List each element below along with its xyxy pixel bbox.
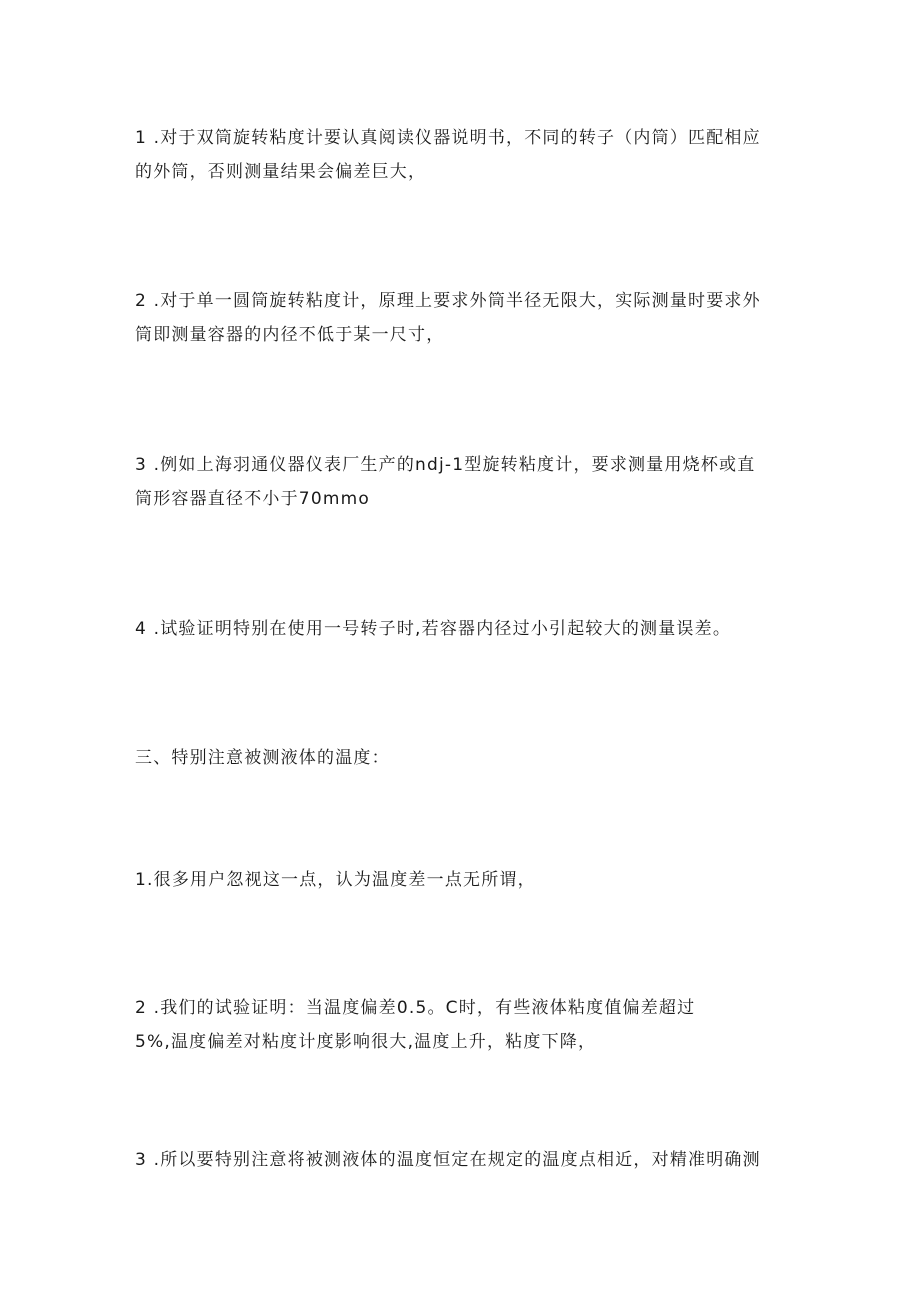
paragraph-7 [135, 1143, 795, 1177]
paragraph-1 [135, 121, 795, 189]
text-line: 筒形容器直径不小于70mmo [135, 489, 370, 509]
text-line: 2 .对于单一圆筒旋转粘度计，原理上要求外筒半径无限大，实际测量时要求外 [135, 291, 761, 311]
text-line: 5%,温度偏差对粘度计度影响很大,温度上升，粘度下降， [135, 1032, 597, 1052]
text-line: 的外筒，否则测量结果会偏差巨大， [135, 162, 427, 182]
paragraph-5 [135, 863, 795, 897]
paragraph-6 [135, 991, 795, 1059]
section-heading [135, 741, 795, 775]
paragraph-2 [135, 284, 795, 352]
paragraph-4 [135, 612, 795, 646]
text-line: 1.很多用户忽视这一点，认为温度差一点无所谓， [135, 870, 536, 890]
text-line: 3 .所以要特别注意将被测液体的温度恒定在规定的温度点相近，对精准明确测 [135, 1150, 761, 1170]
text-line: 三、特别注意被测液体的温度： [135, 748, 390, 768]
text-line: 1 .对于双筒旋转粘度计要认真阅读仪器说明书，不同的转子（内筒）匹配相应 [135, 128, 761, 148]
text-line: 4 .试验证明特别在使用一号转子时,若容器内径过小引起较大的测量误差。 [135, 619, 732, 639]
text-line: 2 .我们的试验证明：当温度偏差0.5。C时，有些液体粘度值偏差超过 [135, 998, 696, 1018]
text-line: 筒即测量容器的内径不低于某一尺寸， [135, 325, 445, 345]
paragraph-3 [135, 448, 795, 516]
text-line: 3 .例如上海羽通仪器仪表厂生产的ndj-1型旋转粘度计，要求测量用烧杯或直 [135, 455, 756, 475]
